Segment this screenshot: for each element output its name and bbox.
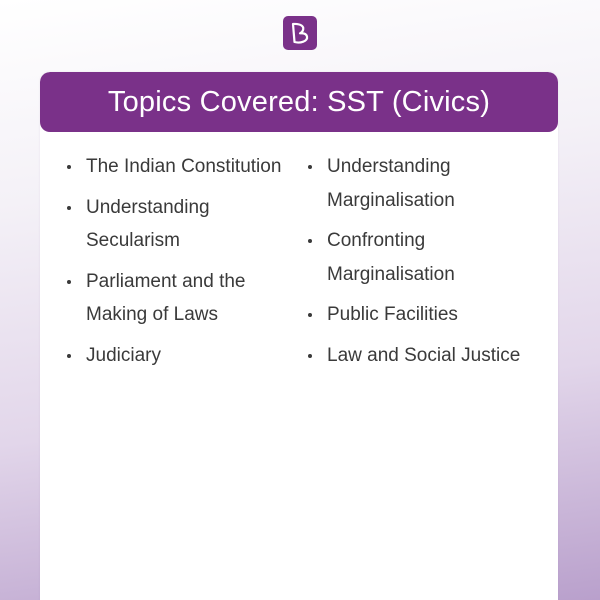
topic-label: The Indian Constitution [86,156,282,177]
topic-label: Judiciary [86,344,161,366]
topic-item [64,339,282,373]
topic-label: Law and Social Justice [327,344,521,366]
bullet-icon [67,280,71,284]
topics-list-left [64,150,282,379]
bullet-icon [308,354,312,358]
topic-item [64,150,282,184]
bullet-icon [67,206,71,210]
topic-label: Understanding Secularism [86,196,210,251]
topic-item [305,224,545,291]
topic-item [64,265,282,332]
topic-label: Parliament and the Making of Laws [86,270,246,325]
topic-item [64,191,282,258]
bullet-icon [67,354,71,358]
topics-list-right [305,150,545,379]
card-header [40,72,558,132]
page-title: Topics Covered: SST (Civics) [107,85,491,118]
topic-item [305,298,545,332]
topic-item [305,150,545,217]
topics-columns [40,150,558,379]
topic-item [305,339,545,373]
brand-b-icon [283,16,317,50]
topic-label: Public Facilities [327,304,458,325]
topics-card [40,72,558,600]
bullet-icon [67,165,71,169]
brand-logo [283,16,317,50]
topic-label: Confronting Marginalisation [327,230,455,285]
bullet-icon [308,313,312,317]
bullet-icon [308,239,312,243]
topic-label: Understanding Marginalisation [327,156,455,211]
bullet-icon [308,165,312,169]
